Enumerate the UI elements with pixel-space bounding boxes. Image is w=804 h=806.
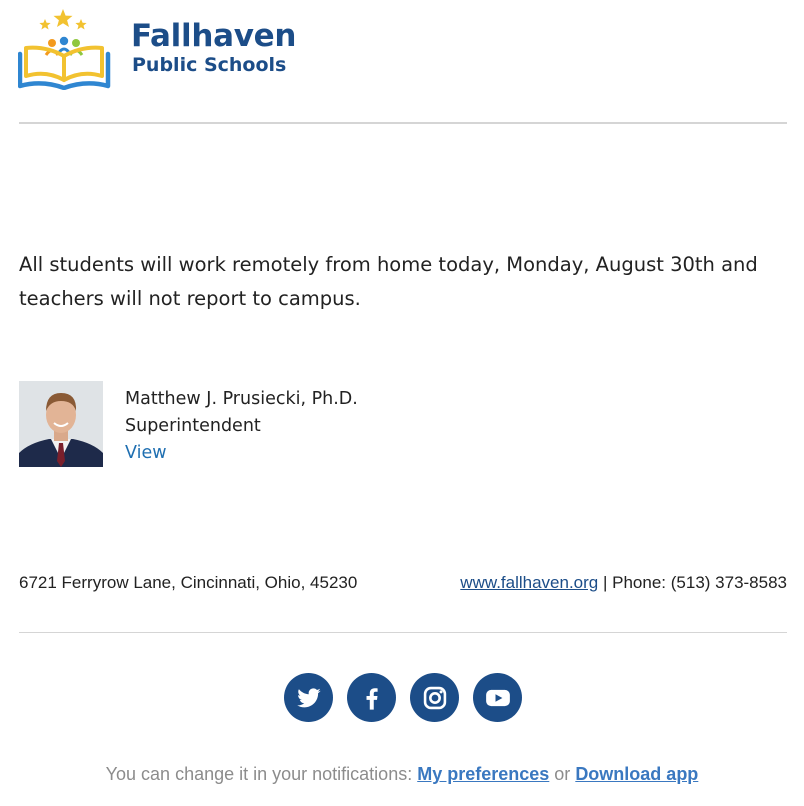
footer-divider — [19, 632, 787, 633]
phone-number: Phone: (513) 373-8583 — [612, 573, 787, 592]
facebook-icon[interactable] — [347, 673, 396, 722]
view-profile-link[interactable]: View — [125, 443, 167, 463]
email-header — [0, 0, 804, 124]
download-app-link[interactable]: Download app — [575, 764, 699, 784]
school-address: 6721 Ferryrow Lane, Cincinnati, Ohio, 45230 — [19, 573, 358, 592]
announcement-message: All students will work remotely from home today, Monday, August 30th and teachers will not report to campus. — [19, 253, 758, 310]
header-divider — [19, 122, 787, 124]
footer-prefix: You can change it in your notifications: — [105, 764, 418, 784]
instagram-icon[interactable] — [410, 673, 459, 722]
footer-connector: or — [549, 764, 576, 784]
website-link[interactable]: www.fallhaven.org — [460, 573, 599, 592]
brand-name: Fallhaven — [131, 18, 297, 54]
my-preferences-link[interactable]: My preferences — [417, 764, 550, 784]
brand-subtitle: Public Schools — [132, 54, 287, 76]
superintendent-title: Superintendent — [125, 416, 261, 436]
social-links — [284, 673, 522, 723]
superintendent-portrait — [19, 381, 103, 467]
twitter-icon[interactable] — [284, 673, 333, 722]
notification-footer — [0, 762, 804, 786]
contact-separator: | — [598, 573, 613, 592]
superintendent-name: Matthew J. Prusiecki, Ph.D. — [125, 389, 358, 409]
book-with-stars-logo-icon — [18, 8, 114, 90]
youtube-icon[interactable] — [473, 673, 522, 722]
contact-info — [460, 572, 787, 594]
